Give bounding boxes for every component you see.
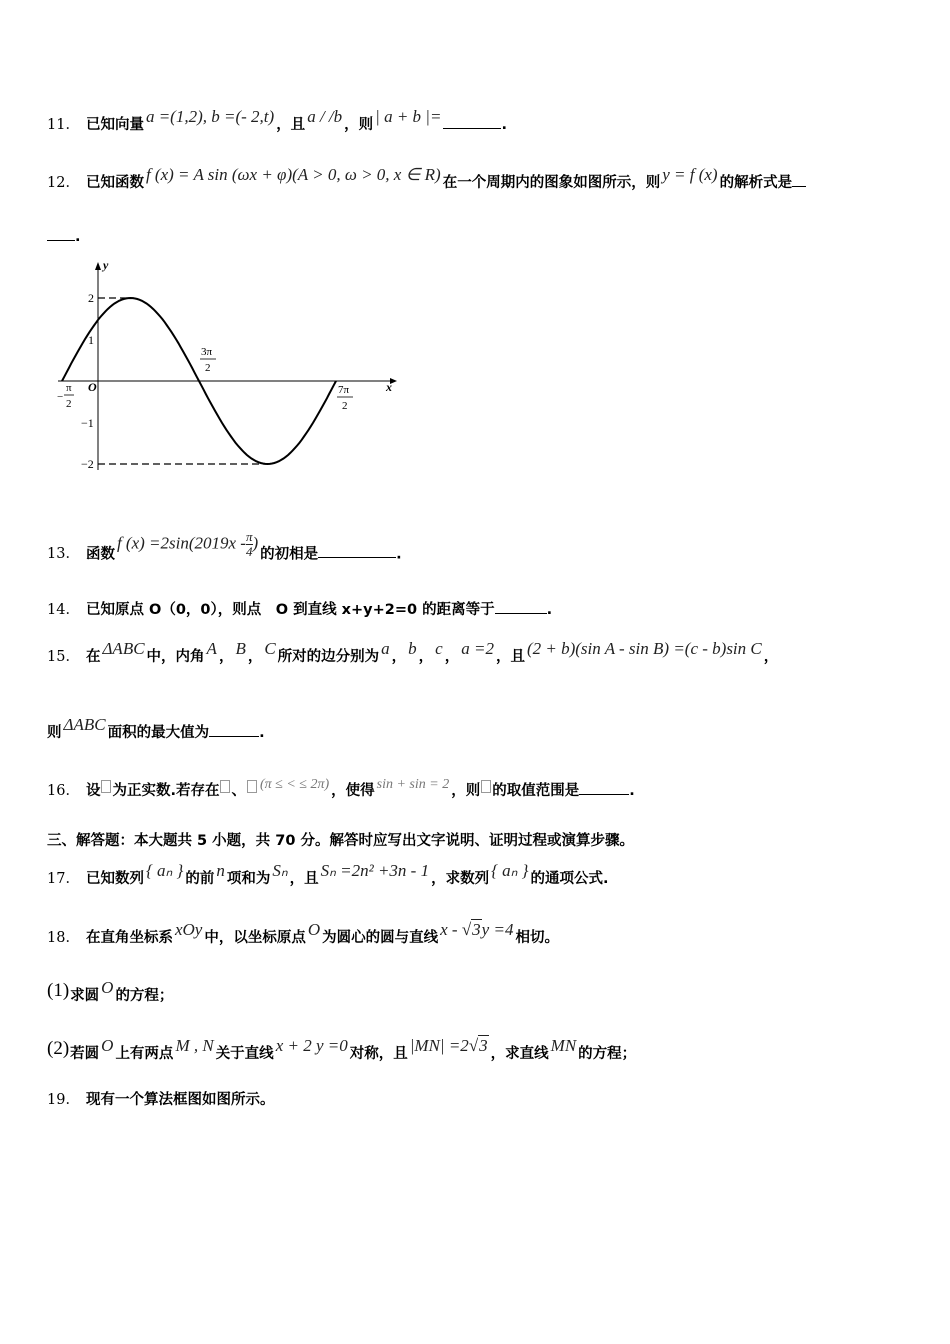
math-expression: c bbox=[435, 639, 443, 658]
math-expression: |MN| =2√3 bbox=[409, 1036, 488, 1055]
math-expression bbox=[117, 530, 258, 559]
math-part: x - bbox=[440, 920, 458, 939]
math-part: |MN| =2 bbox=[409, 1036, 469, 1055]
math-expression: { aₙ } bbox=[491, 861, 529, 880]
question-text: . bbox=[396, 546, 402, 563]
answer-blank bbox=[47, 226, 75, 241]
x-tick-denominator: 2 bbox=[66, 398, 72, 410]
question-text: ， bbox=[418, 649, 434, 665]
math-expression: a bbox=[381, 639, 390, 658]
question-text: . bbox=[546, 602, 553, 618]
math-expression: x + 2 y =0 bbox=[275, 1036, 348, 1055]
question-text: 设 bbox=[85, 783, 101, 799]
math-expression: a =2 bbox=[461, 639, 494, 658]
question-text: 的前 bbox=[185, 871, 215, 887]
question-number: 17． bbox=[47, 871, 80, 887]
question-text: ，且 bbox=[289, 871, 319, 887]
missing-glyph bbox=[481, 780, 491, 793]
math-expression: ΔABC bbox=[63, 715, 106, 734]
question-number: 14． bbox=[47, 602, 80, 618]
question-text: 的初相是 bbox=[260, 546, 319, 563]
question-text: ，求数列 bbox=[431, 871, 490, 887]
question-text: 现有一个算法框图如图所示。 bbox=[85, 1092, 275, 1108]
y-tick-label: −2 bbox=[81, 457, 94, 471]
part-label: (2) bbox=[47, 1038, 70, 1059]
math-expression: { aₙ } bbox=[145, 861, 184, 880]
question-text: 的取值范围是 bbox=[492, 783, 580, 799]
x-tick-numerator: 3π bbox=[201, 346, 213, 358]
math-expression: ΔABC bbox=[102, 639, 145, 658]
question-text: . bbox=[629, 783, 635, 799]
question-text: 在 bbox=[85, 649, 101, 665]
question-text: 为正实数.若存在 bbox=[112, 783, 220, 799]
question-text: 中，以坐标原点 bbox=[204, 930, 306, 946]
math-expression: | a + b |= bbox=[375, 107, 442, 126]
question-text: ，则 bbox=[451, 783, 481, 799]
math-expression: a =(1,2), b =(- 2,t) bbox=[145, 107, 275, 126]
question-text: . bbox=[501, 117, 507, 133]
x-tick-numerator: 7π bbox=[338, 384, 350, 396]
y-axis-arrow bbox=[95, 262, 101, 270]
question-text: ，且 bbox=[495, 649, 525, 665]
question-text: ， bbox=[763, 649, 779, 665]
x-tick-sign: − bbox=[57, 391, 64, 403]
question-text: 、 bbox=[231, 783, 246, 799]
question-text: 的通项公式. bbox=[530, 871, 609, 887]
question-15-continued bbox=[47, 715, 265, 743]
radicand: 3 bbox=[472, 920, 481, 939]
question-15 bbox=[47, 639, 779, 667]
math-expression: (π ≤ < ≤ 2π) bbox=[259, 777, 330, 792]
answer-blank bbox=[209, 722, 259, 737]
question-16 bbox=[47, 777, 635, 802]
question-number: 12． bbox=[47, 175, 80, 191]
denominator: 4 bbox=[245, 544, 253, 559]
math-expression: a / /b bbox=[307, 107, 343, 126]
math-expression: n bbox=[216, 861, 225, 880]
question-text: 若圆 bbox=[70, 1046, 100, 1062]
math-expression: MN bbox=[550, 1036, 577, 1055]
question-text: 已知原点 O（0，0），则点 O 到直线 x+y+2=0 的距离等于 bbox=[85, 602, 495, 618]
origin-label: O bbox=[88, 380, 97, 394]
x-tick-numerator: π bbox=[66, 382, 72, 394]
question-number: 11． bbox=[47, 117, 80, 133]
math-part: f (x) =2sin(2019x - bbox=[116, 533, 246, 553]
question-text: ， bbox=[444, 649, 460, 665]
radicand: 3 bbox=[479, 1036, 488, 1055]
question-text: 对称，且 bbox=[349, 1046, 408, 1062]
math-expression: O bbox=[101, 978, 114, 997]
sine-graph bbox=[52, 256, 412, 476]
math-expression: A bbox=[206, 639, 217, 658]
answer-blank bbox=[495, 599, 547, 614]
question-18 bbox=[47, 920, 559, 948]
question-18-part-2 bbox=[47, 1036, 637, 1064]
math-expression: sin + sin = 2 bbox=[376, 777, 450, 792]
math-expression: b bbox=[408, 639, 417, 658]
question-text: ，使得 bbox=[331, 783, 375, 799]
math-expression: Sₙ bbox=[272, 861, 288, 880]
answer-blank bbox=[792, 172, 806, 187]
numerator: π bbox=[245, 529, 253, 544]
y-tick-label: 2 bbox=[88, 291, 94, 305]
question-text: ， bbox=[247, 649, 263, 665]
answer-blank bbox=[443, 114, 501, 129]
answer-blank bbox=[579, 780, 629, 795]
question-number: 15． bbox=[47, 649, 80, 665]
question-text: 关于直线 bbox=[215, 1046, 274, 1062]
question-text: 的方程； bbox=[115, 988, 174, 1004]
question-text: 项和为 bbox=[226, 871, 271, 887]
question-text: 面积的最大值为 bbox=[107, 725, 210, 741]
question-text: ，求直线 bbox=[490, 1046, 549, 1062]
question-14 bbox=[47, 599, 552, 620]
question-13 bbox=[47, 529, 402, 569]
question-text: 在一个周期内的图象如图所示，则 bbox=[442, 175, 661, 191]
section-heading: 三、解答题：本大题共 5 小题，共 70 分。解答时应写出文字说明、证明过程或演算步骤。 bbox=[47, 833, 634, 849]
missing-glyph bbox=[220, 780, 230, 793]
question-text: 上有两点 bbox=[115, 1046, 174, 1062]
part-label: (1) bbox=[47, 980, 70, 1001]
question-text: 则 bbox=[47, 725, 62, 741]
y-tick-label: −1 bbox=[81, 416, 94, 430]
question-12-continued bbox=[47, 226, 81, 247]
x-tick-denominator: 2 bbox=[342, 400, 348, 412]
missing-glyph bbox=[247, 780, 257, 793]
x-axis-label: x bbox=[386, 380, 392, 394]
answer-blank bbox=[318, 543, 396, 558]
question-text: ， bbox=[391, 649, 407, 665]
question-text: 已知函数 bbox=[85, 175, 144, 191]
y-axis-label: y bbox=[103, 258, 109, 272]
math-expression: M , N bbox=[175, 1036, 214, 1055]
question-number: 19． bbox=[47, 1092, 80, 1108]
question-text: 相切。 bbox=[515, 930, 559, 946]
question-text: 为圆心的圆与直线 bbox=[322, 930, 439, 946]
math-expression: f (x) = A sin (ωx + φ)(A > 0, ω > 0, x ∈ R) bbox=[145, 165, 441, 184]
math-expression: (2 + b)(sin A - sin B) =(c - b)sin C bbox=[526, 639, 762, 658]
question-text: 中，内角 bbox=[146, 649, 205, 665]
math-part: y =4 bbox=[481, 920, 514, 939]
question-text: 在直角坐标系 bbox=[85, 930, 173, 946]
question-text: 函数 bbox=[85, 546, 115, 563]
math-expression: x - √3y =4 bbox=[440, 920, 514, 939]
question-text: ，则 bbox=[344, 117, 374, 133]
question-text: 求圆 bbox=[70, 988, 100, 1004]
question-number: 13． bbox=[47, 546, 80, 563]
question-text: 的方程； bbox=[578, 1046, 637, 1062]
question-11 bbox=[47, 107, 507, 135]
x-tick-denominator: 2 bbox=[205, 362, 211, 374]
question-text: ， bbox=[218, 649, 234, 665]
math-expression: y = f (x) bbox=[662, 165, 718, 184]
question-number: 18． bbox=[47, 930, 80, 946]
math-expression: Sₙ =2n² +3n - 1 bbox=[320, 861, 430, 880]
question-number: 16． bbox=[47, 783, 80, 799]
missing-glyph bbox=[101, 780, 111, 793]
question-text: 的解析式是 bbox=[719, 175, 793, 191]
math-expression: xOy bbox=[174, 920, 203, 939]
math-expression: B bbox=[235, 639, 246, 658]
question-12 bbox=[47, 165, 806, 193]
question-text: 已知向量 bbox=[85, 117, 144, 133]
math-part: ) bbox=[252, 533, 259, 553]
y-tick-label: 1 bbox=[88, 333, 94, 347]
math-expression: O bbox=[307, 920, 321, 939]
question-17 bbox=[47, 861, 609, 889]
question-18-part-1 bbox=[47, 978, 174, 1006]
question-text: ，且 bbox=[276, 117, 306, 133]
math-expression: C bbox=[264, 639, 276, 658]
question-text: . bbox=[259, 725, 265, 741]
math-expression: O bbox=[101, 1036, 114, 1055]
question-text: 已知数列 bbox=[85, 871, 144, 887]
question-text: 所对的边分别为 bbox=[277, 649, 380, 665]
question-text: . bbox=[75, 229, 81, 245]
question-19 bbox=[47, 1090, 274, 1110]
